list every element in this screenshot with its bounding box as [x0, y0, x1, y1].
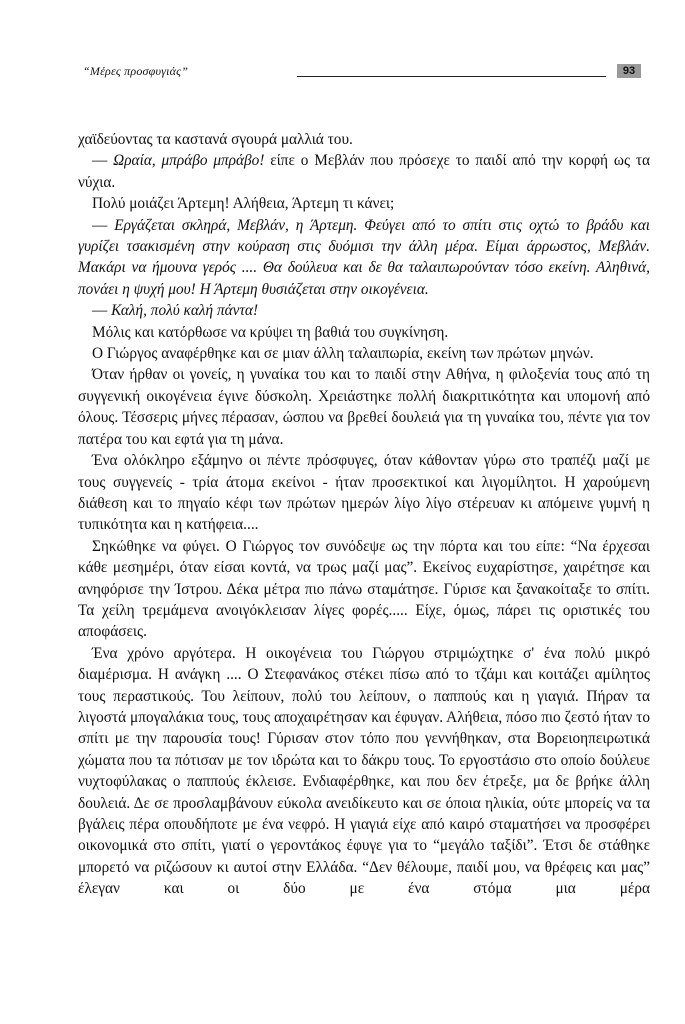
paragraph: — Ωραία, μπράβο μπράβο! είπε ο Μεβλάν που πρόσεχε το παιδί από την κορφή ως τα νύχια.: [78, 152, 651, 191]
page-header: [0, 0, 685, 100]
paragraph: Ένα χρόνο αργότερα. Η οικογένεια του Γιώργου στριμώχτηκε σ' ένα πολύ μικρό διαμέρισμα. Η ανάγκη .... Ο Στεφανάκος στέκει πίσω από το τζάμι και κοιτάζει αμίλητος τους περαστικούς. Του λείπουν, πολύ του λείπουν, ο παππούς και η γιαγιά. Πήραν τα λιγοστά μπογαλάκια τους, τους αποχαιρέτησαν και έφυγαν. Αλήθεια, πόσο πιο ζεστό ήταν το σπίτι με την παρουσία τους! Γύρισαν στον τόπο που γεννήθηκαν, στα Βορειοηπειρωτικά χώματα που τα πότισαν με τον ιδρώτα και το δάκρυ τους. Το εργοστάσιο στο οποίο δούλευε νυχτοφύλακας ο παππούς έκλεισε. Ενδιαφέρθηκε, και που δεν έτρεξε, μα δε βρήκε άλλη δουλειά. Δε σε προσλαμβάνουν εύκολα ανειδίκευτο και σε όποια ηλικία, ούτε μπορείς να τα βγάλεις πέρα οπουδήποτε με ένα νεφρό. Η γιαγιά είχε από καιρό σταματήσει να προσφέρει οικονομικά στο σπίτι, γιατί ο γεροντάκος έφυγε για το “μεγάλο ταξίδι”. Έτσι δε στάθηκε μπορετό να ριζώσουν κι αυτοί στην Ελλάδα. “Δεν θέλουμε, παιδί μου, να θρέφεις και μας” έλεγαν και οι δύο με ένα στόμα μια μέρα: [78, 644, 650, 898]
paragraph: Ο Γιώργος αναφέρθηκε και σε μιαν άλλη ταλαιπωρία, εκείνη των πρώτων μηνών.: [92, 345, 594, 363]
paragraph: Σηκώθηκε να φύγει. Ο Γιώργος τον συνόδεψε ως την πόρτα και του είπε: “Να έρχεσαι κάθε μεσημέρι, όταν είσαι κοντά, να τρως μαζί μας”. Εκείνος ευχαρίστησε, χαιρέτησε και ανηφόρισε την Ίστρου. Δέκα μέτρα πιο πάνω σταμάτησε. Γύρισε και ξανακοίταξε το σπίτι. Τα χείλη τρεμάμενα ανοιγόκλεισαν λίγες φορές..... Είχε, όμως, πάρει τις οριστικές του αποφάσεις.: [78, 537, 650, 641]
paragraph: χαϊδεύοντας τα καστανά σγουρά μαλλιά του.: [78, 131, 353, 148]
dialogue-italic: Ωραία, μπράβο μπράβο!: [113, 152, 265, 170]
paragraph: — Καλή, πολύ καλή πάντα!: [92, 302, 259, 320]
page-number: 93: [617, 64, 641, 78]
header-rule: [297, 76, 606, 77]
paragraph: Πολύ μοιάζει Άρτεμη! Αλήθεια, Άρτεμη τι κάνει;: [92, 195, 395, 213]
paragraph: Όταν ήρθαν οι γονείς, η γυναίκα του και το παιδί στην Αθήνα, η φιλοξενία τους από τη συγγενική οικογένεια έγινε δύσκολη. Χρειάστηκε πολλή διακριτικότητα και υπομονή από όλους. Τέσσερις μήνες πέρασαν, ώσπου να βρεθεί δουλειά για τη γυναίκα του, πέντε για τον πατέρα του και εφτά για τη μάνα.: [78, 366, 650, 448]
paragraph: Ένα ολόκληρο εξάμηνο οι πέντε πρόσφυγες, όταν κάθονταν γύρω στο τραπέζι μαζί με τους συγγενείς - τρία άτομα εκείνοι - ήταν προσεκτικοί και λιγομίλητοι. Η χαρούμενη διάθεση και το πηγαίο κέφι των πρώτων ημερών λίγο λίγο στέρευαν κι απόμεινε γυμνή η τυπικότητα και η κατήφεια....: [78, 452, 650, 534]
body-text: [78, 129, 650, 900]
paragraph: Μόλις και κατόρθωσε να κρύψει τη βαθιά του συγκίνηση.: [92, 323, 449, 341]
dialogue-italic: Εργάζεται σκληρά, Μεβλάν, η Άρτεμη. Φεύγει από το σπίτι στις οχτώ το βράδυ και γυρίζει τσακισμένη στην κούραση στις δυόμισι την άλλη μέρα. Είμαι άρρωστος, Μεβλάν. Μακάρι να ήμουνα γερός .... Θα δούλευα και δε θα ταλαιπωρούνταν τόσο εκείνη. Αληθινά, πονάει η ψυχή μου! Η Άρτεμη θυσιάζεται στην οικογένεια.: [78, 216, 651, 298]
paragraph: — Εργάζεται σκληρά, Μεβλάν, η Άρτεμη. Φεύγει από το σπίτι στις οχτώ το βράδυ και γυρίζει τσακισμένη στην κούραση στις δυόμισι την άλλη μέρα. Είμαι άρρωστος, Μεβλάν. Μακάρι να ήμουνα γερός .... Θα δούλευα και δε θα ταλαιπωρούνταν τόσο εκείνη. Αληθινά, πονάει η ψυχή μου! Η Άρτεμη θυσιάζεται στην οικογένεια.: [78, 216, 651, 298]
dialogue-italic: Καλή, πολύ καλή πάντα!: [111, 302, 259, 320]
running-title: “Μέρες προσφυγιάς”: [83, 64, 189, 78]
